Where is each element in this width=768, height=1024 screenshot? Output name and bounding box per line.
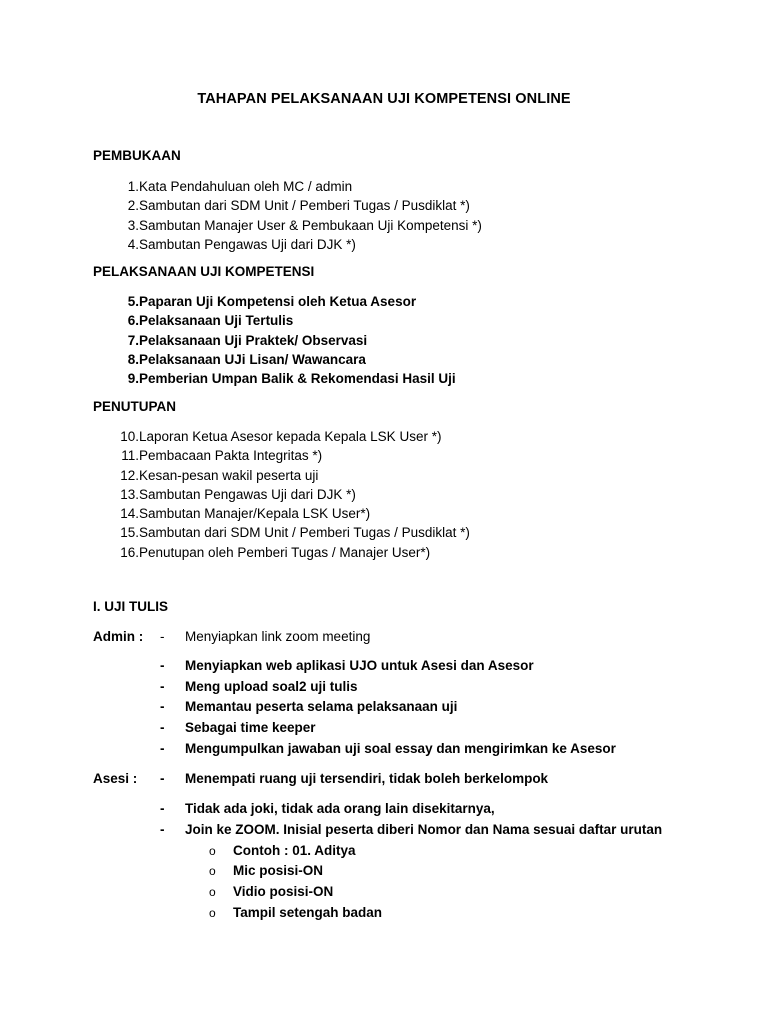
admin-task-item: - Menyiapkan web aplikasi UJO untuk Asesi dan Asesor xyxy=(160,658,534,673)
section-heading-pembukaan: PEMBUKAAN xyxy=(93,148,181,163)
list-item: 1. Kata Pendahuluan oleh MC / admin xyxy=(127,179,353,194)
list-item: 7. Pelaksanaan Uji Praktek/ Observasi xyxy=(127,332,368,348)
list-item: 3. Sambutan Manajer User & Pembukaan Uji Kompetensi *) xyxy=(127,217,482,233)
circle-bullet-icon: o xyxy=(209,844,216,858)
list-item: 15. Sambutan dari SDM Unit / Pemberi Tugas / Pusdiklat *) xyxy=(120,525,470,541)
section-heading-penutupan: PENUTUPAN xyxy=(93,399,177,414)
list-item: 14. Sambutan Manajer/Kepala LSK User*) xyxy=(120,506,371,522)
list-item: 11. Pembacaan Pakta Integritas *) xyxy=(121,448,323,464)
list-pelaksanaan xyxy=(108,292,456,388)
list-item: 12. Kesan-pesan wakil peserta uji xyxy=(120,467,319,483)
list-item: 10. Laporan Ketua Asesor kepada Kepala LSK User *) xyxy=(120,429,442,444)
asesi-task-item: - Tidak ada joki, tidak ada orang lain disekitarnya, xyxy=(160,801,495,816)
list-item: 16. Penutupan oleh Pemberi Tugas / Manajer User*) xyxy=(120,544,431,560)
asesi-task-item: - Menempati ruang uji tersendiri, tidak boleh berkelompok xyxy=(160,771,549,786)
list-item: 6. Pelaksanaan Uji Tertulis xyxy=(127,313,294,329)
circle-bullet-icon: o xyxy=(209,885,216,899)
admin-task-item: - Meng upload soal2 uji tulis xyxy=(160,679,358,694)
section-heading-pelaksanaan: PELAKSANAAN UJI KOMPETENSI xyxy=(93,264,315,279)
list-item: 13. Sambutan Pengawas Uji dari DJK *) xyxy=(120,486,356,502)
role-label-asesi: Asesi : xyxy=(93,771,138,786)
list-item: 2. Sambutan dari SDM Unit / Pemberi Tugas / Pusdiklat *) xyxy=(127,198,470,214)
admin-task-item: - Menyiapkan link zoom meeting xyxy=(160,629,371,644)
list-item: 5. Paparan Uji Kompetensi oleh Ketua Asesor xyxy=(127,294,417,309)
asesi-sub-item: o Contoh : 01. Aditya xyxy=(209,843,356,858)
asesi-sub-item: o Mic posisi-ON xyxy=(209,863,324,878)
asesi-sub-item: o Vidio posisi-ON xyxy=(209,884,334,899)
list-penutupan xyxy=(108,427,470,562)
role-label-admin: Admin : xyxy=(93,629,144,644)
circle-bullet-icon: o xyxy=(209,906,216,920)
asesi-task-item: - Join ke ZOOM. Inisial peserta diberi Nomor dan Nama sesuai daftar urutan xyxy=(160,822,663,837)
list-item: 9. Pemberian Umpan Balik & Rekomendasi Hasil Uji xyxy=(127,371,456,387)
admin-task-item: - Sebagai time keeper xyxy=(160,720,316,735)
document-title: TAHAPAN PELAKSANAAN UJI KOMPETENSI ONLINE xyxy=(197,91,571,107)
circle-bullet-icon: o xyxy=(209,864,216,878)
list-item: 8. Pelaksanaan UJi Lisan/ Wawancara xyxy=(127,351,366,367)
section-heading-uji-tulis: I. UJI TULIS xyxy=(93,599,169,614)
asesi-sub-item: o Tampil setengah badan xyxy=(209,905,383,920)
list-item: 4. Sambutan Pengawas Uji dari DJK *) xyxy=(127,236,356,252)
admin-task-item: - Mengumpulkan jawaban uji soal essay dan mengirimkan ke Asesor xyxy=(160,741,616,756)
list-pembukaan xyxy=(108,177,482,254)
admin-task-item: - Memantau peserta selama pelaksanaan uji xyxy=(160,699,458,714)
